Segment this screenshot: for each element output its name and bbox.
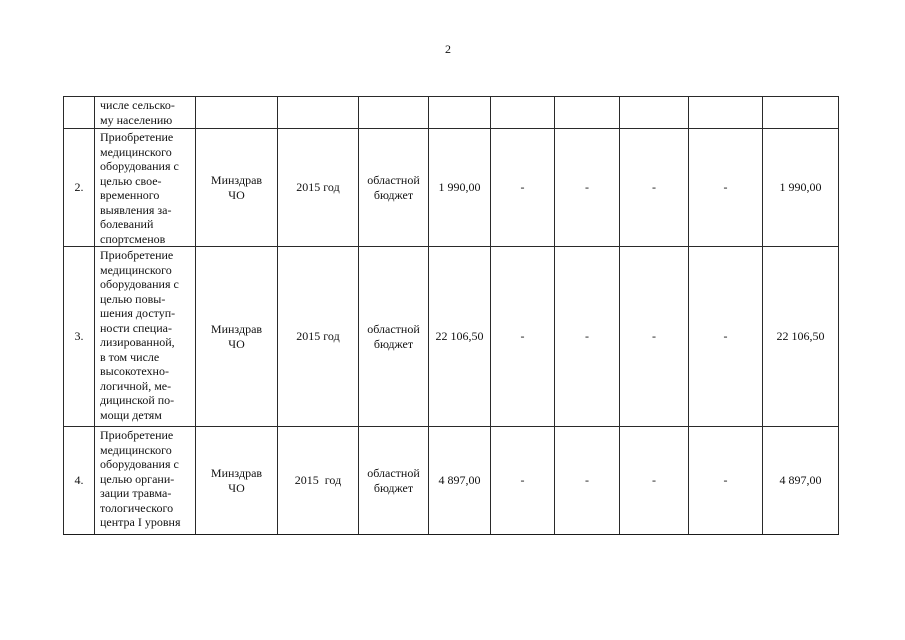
period-cell: 2015 год [278,427,359,535]
value-cell: - [555,247,620,427]
value-cell: - [620,427,689,535]
value-cell: - [555,427,620,535]
source-cell: областной бюджет [359,247,429,427]
amount-cell: 1 990,00 [429,129,491,247]
executor-cell: Минздрав ЧО [196,427,278,535]
source-cell: областной бюджет [359,427,429,535]
source-cell [359,97,429,129]
table-row [64,247,839,427]
value-cell [689,97,763,129]
description-cell: числе сельско- му населению [95,97,196,129]
page-number: 2 [445,42,451,56]
value-cell: - [620,129,689,247]
row-number-cell: 2. [64,129,95,247]
period-cell: 2015 год [278,129,359,247]
period-cell: 2015 год [278,247,359,427]
total-cell: 1 990,00 [763,129,839,247]
value-cell: - [689,247,763,427]
executor-cell [196,97,278,129]
total-cell: 22 106,50 [763,247,839,427]
value-cell: - [491,129,555,247]
amount-cell [429,97,491,129]
row-number-cell: 4. [64,427,95,535]
value-cell [620,97,689,129]
amount-cell: 22 106,50 [429,247,491,427]
row-number-cell: 3. [64,247,95,427]
description-cell: Приобретение медицинского оборудования с целью органи- зации травма- тологического центра I уровня [95,427,196,535]
total-cell [763,97,839,129]
value-cell: - [620,247,689,427]
executor-cell: Минздрав ЧО [196,247,278,427]
period-cell [278,97,359,129]
measures-table [63,96,839,535]
value-cell: - [491,247,555,427]
value-cell [491,97,555,129]
table-row [64,427,839,535]
value-cell: - [689,129,763,247]
amount-cell: 4 897,00 [429,427,491,535]
table-row [64,97,839,129]
value-cell: - [491,427,555,535]
description-cell: Приобретение медицинского оборудования с целью повы- шения доступ- ности специа- лизированной, в том числе высокотехно- логичной, ме- дицинской по- мощи детям [95,247,196,427]
total-cell: 4 897,00 [763,427,839,535]
value-cell: - [555,129,620,247]
value-cell [555,97,620,129]
row-number-cell [64,97,95,129]
description-cell: Приобретение медицинского оборудования с целью свое- временного выявления за- болеваний спортсменов [95,129,196,247]
table-row [64,129,839,247]
value-cell: - [689,427,763,535]
executor-cell: Минздрав ЧО [196,129,278,247]
source-cell: областной бюджет [359,129,429,247]
